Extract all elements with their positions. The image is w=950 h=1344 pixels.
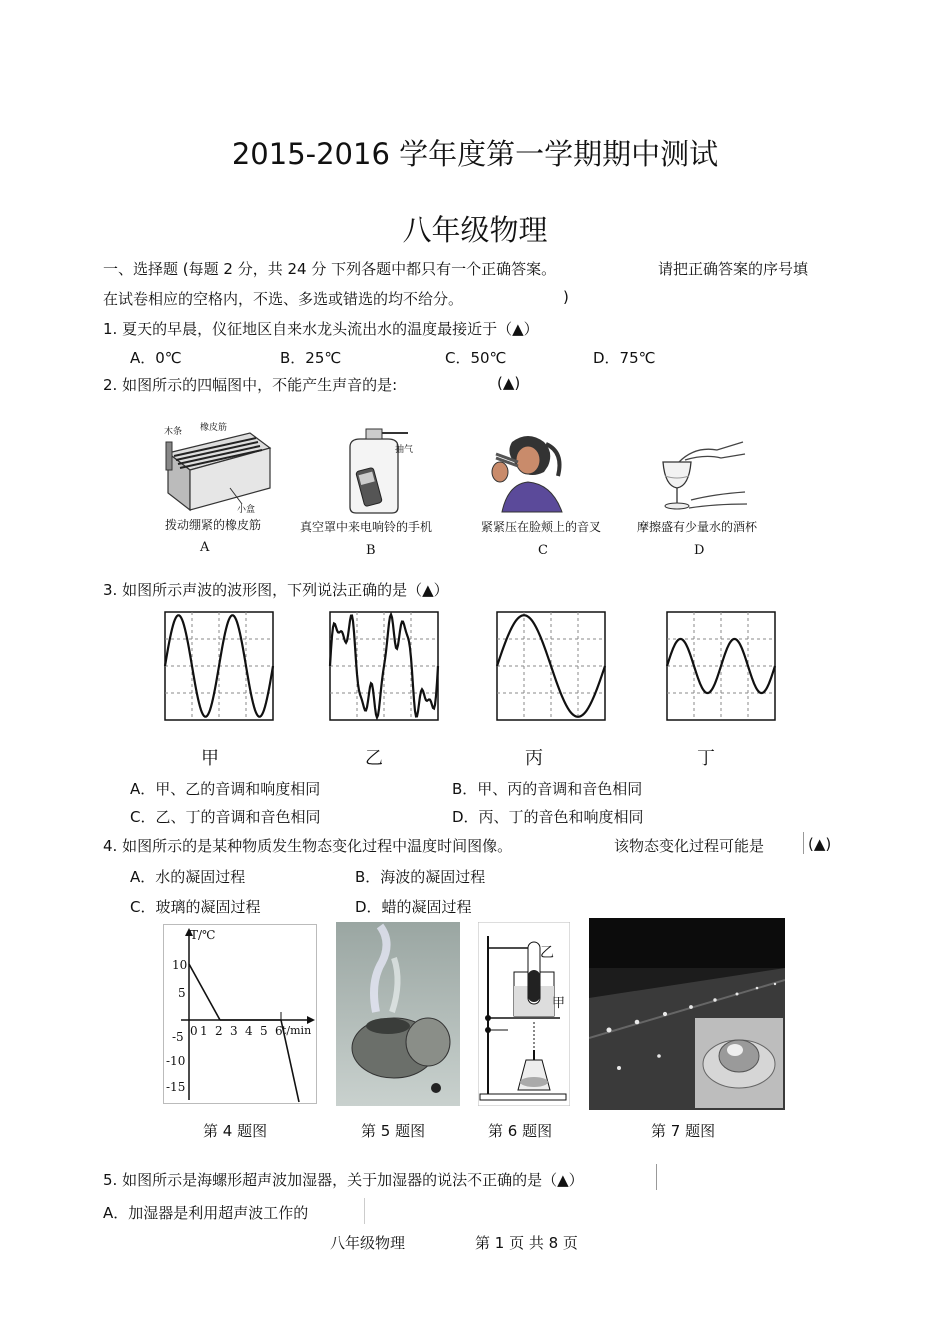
q1-option-d: D．75℃: [593, 349, 656, 367]
waveform-bing: [495, 610, 607, 722]
q2-stem: 2. 如图所示的四幅图中，不能产生声音的是:: [103, 376, 398, 394]
figure-5-caption: 第 5 题图: [361, 1122, 426, 1140]
label-small-box: 小盒: [237, 505, 256, 515]
temperature-time-graph: [163, 924, 317, 1104]
section-instruction-paren: ): [563, 288, 569, 306]
wine-glass-illustration: [655, 432, 750, 514]
label-wood-strip: 木条: [164, 427, 183, 437]
footer-subject: 八年级物理: [330, 1234, 406, 1252]
graph-ytick-5: 5: [178, 986, 186, 1000]
q2-caption-c: 紧紧压在脸颊上的音叉: [481, 520, 602, 534]
waveform-ding: [665, 610, 777, 722]
q1-stem: 1. 夏天的早晨，仪征地区自来水龙头流出水的温度最接近于（▲）: [103, 320, 539, 338]
q4-option-a: A．水的凝固过程: [130, 868, 246, 886]
label-jia: 甲: [552, 996, 566, 1011]
q2-letter-b: B: [366, 543, 376, 558]
label-rubber-band: 橡皮筋: [200, 423, 228, 433]
q1-option-b: B．25℃: [280, 349, 342, 367]
q2-letter-a: A: [200, 540, 210, 555]
q3-option-b: B．甲、丙的音调和音色相同: [452, 780, 643, 798]
q2-caption-a: 拨动绷紧的橡皮筋: [165, 518, 262, 532]
figure-6-caption: 第 6 题图: [488, 1122, 553, 1140]
graph-xlabel: t/min: [282, 1024, 312, 1037]
graph-ytick-10: 10: [172, 958, 188, 972]
q2-caption-b: 真空罩中来电响铃的手机: [300, 520, 433, 534]
q5-option-a: A．加湿器是利用超声波工作的: [103, 1204, 309, 1222]
graph-xtick-2: 2: [215, 1024, 223, 1038]
graph-ylabel: T/℃: [190, 928, 216, 942]
conch-humidifier-photo: [336, 922, 460, 1106]
label-pump-air: 抽气: [395, 445, 414, 455]
q3-option-d: D．丙、丁的音色和响度相同: [452, 808, 644, 826]
q4-option-d: D．蜡的凝固过程: [355, 898, 472, 916]
exam-title: 2015-2016 学年度第一学期期中测试: [231, 137, 719, 171]
graph-xtick-5: 5: [260, 1024, 268, 1038]
q1-option-c: C．50℃: [445, 349, 507, 367]
divider: [803, 832, 804, 854]
q4-stem-2: 该物态变化过程可能是: [614, 837, 765, 855]
q2-caption-d: 摩擦盛有少量水的酒杯: [637, 520, 758, 534]
q3-option-c: C．乙、丁的音调和音色相同: [130, 808, 321, 826]
exam-subtitle: 八年级物理: [402, 213, 548, 247]
wave-label-yi: 乙: [365, 748, 383, 769]
figure-7-caption: 第 7 题图: [651, 1122, 716, 1140]
section-instruction-line1b: 请把正确答案的序号填: [658, 260, 809, 278]
graph-xtick-0: 0: [190, 1024, 198, 1038]
graph-xtick-3: 3: [230, 1024, 238, 1038]
figure-4-caption: 第 4 题图: [203, 1122, 268, 1140]
heating-apparatus-illustration: [478, 922, 570, 1106]
bell-jar-phone-illustration: [340, 425, 410, 515]
girl-tuning-fork-illustration: [482, 432, 572, 514]
q2-letter-d: D: [694, 543, 705, 558]
q1-option-a: A．0℃: [130, 349, 182, 367]
q4-answer-mark: (▲): [808, 835, 832, 853]
q3-option-a: A．甲、乙的音调和响度相同: [130, 780, 321, 798]
wave-label-jia: 甲: [201, 748, 219, 769]
road-reflector-photo: [589, 918, 785, 1110]
waveform-yi: [328, 610, 440, 722]
graph-ytick-neg5: -5: [172, 1030, 184, 1044]
wave-label-ding: 丁: [697, 748, 715, 769]
q2-answer-mark: (▲): [497, 374, 521, 392]
footer-page-number: 第 1 页 共 8 页: [475, 1234, 578, 1252]
section-instruction-line2: 在试卷相应的空格内，不选、多选或错选的均不给分。: [103, 290, 464, 308]
graph-ytick-neg10: -10: [166, 1054, 186, 1068]
q2-letter-c: C: [538, 543, 548, 558]
q4-option-b: B．海波的凝固过程: [355, 868, 486, 886]
graph-xtick-4: 4: [245, 1024, 253, 1038]
q3-stem: 3. 如图所示声波的波形图，下列说法正确的是（▲）: [103, 581, 449, 599]
waveform-jia: [163, 610, 275, 722]
graph-ytick-neg15: -15: [166, 1080, 186, 1094]
graph-xtick-1: 1: [200, 1024, 208, 1038]
divider: [656, 1164, 657, 1190]
graph-xtick-6: 6: [275, 1024, 283, 1038]
q5-stem: 5. 如图所示是海螺形超声波加湿器，关于加湿器的说法不正确的是（▲）: [103, 1171, 584, 1189]
divider: [364, 1198, 365, 1224]
label-yi: 乙: [540, 945, 554, 961]
section-instruction-line1a: 一、选择题 (每题 2 分，共 24 分 下列各题中都只有一个正确答案。: [103, 260, 557, 278]
wave-label-bing: 丙: [525, 748, 543, 769]
q4-stem: 4. 如图所示的是某种物质发生物态变化过程中温度时间图像。: [103, 837, 513, 855]
q4-option-c: C．玻璃的凝固过程: [130, 898, 261, 916]
